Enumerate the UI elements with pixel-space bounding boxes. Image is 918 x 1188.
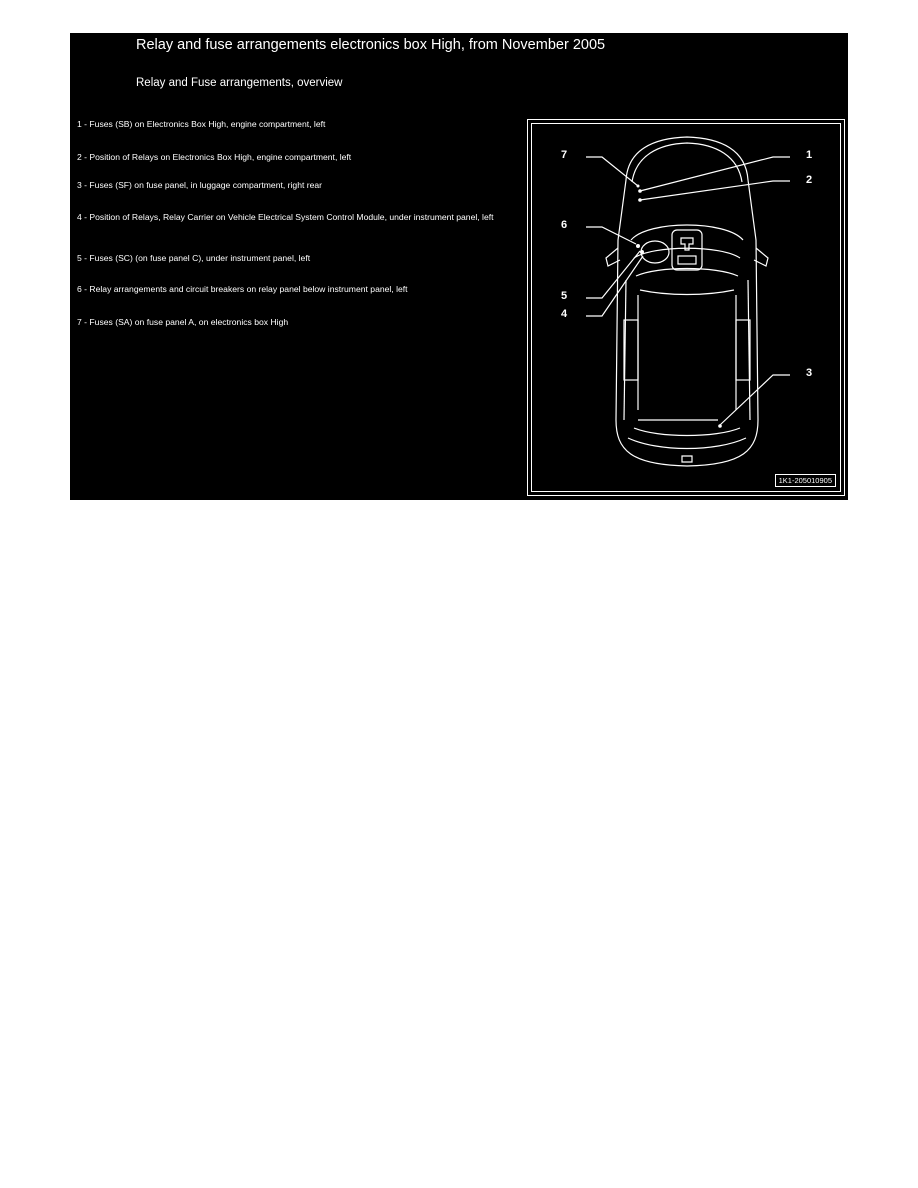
legend-item-3: 3 - Fuses (SF) on fuse panel, in luggage compartment, right rear xyxy=(77,180,323,190)
vehicle-diagram xyxy=(527,119,845,496)
legend-item-5: 5 - Fuses (SC) (on fuse panel C), under instrument panel, left xyxy=(77,253,311,263)
page-title: Relay and fuse arrangements electronics box High, from November 2005 xyxy=(136,37,606,53)
legend-item-2: 2 - Position of Relays on Electronics Box High, engine compartment, left xyxy=(77,152,352,162)
callout-6: 6 xyxy=(561,219,568,231)
legend-item-1: 1 - Fuses (SB) on Electronics Box High, engine compartment, left xyxy=(77,119,326,129)
callout-1: 1 xyxy=(806,149,813,161)
callout-4: 4 xyxy=(561,308,568,320)
section-subtitle: Relay and Fuse arrangements, overview xyxy=(136,77,343,89)
callout-3: 3 xyxy=(806,367,813,379)
legend-item-4: 4 - Position of Relays, Relay Carrier on Vehicle Electrical System Control Module, under instrument panel, left xyxy=(77,212,494,222)
car-topview-icon xyxy=(528,120,846,497)
figure-id: 1K1-205010905 xyxy=(775,474,836,487)
document-panel xyxy=(70,33,848,500)
callout-5: 5 xyxy=(561,290,568,302)
legend-item-7: 7 - Fuses (SA) on fuse panel A, on electronics box High xyxy=(77,317,289,327)
callout-7: 7 xyxy=(561,149,568,161)
legend-item-6: 6 - Relay arrangements and circuit breakers on relay panel below instrument panel, left xyxy=(77,284,408,294)
callout-2: 2 xyxy=(806,174,813,186)
